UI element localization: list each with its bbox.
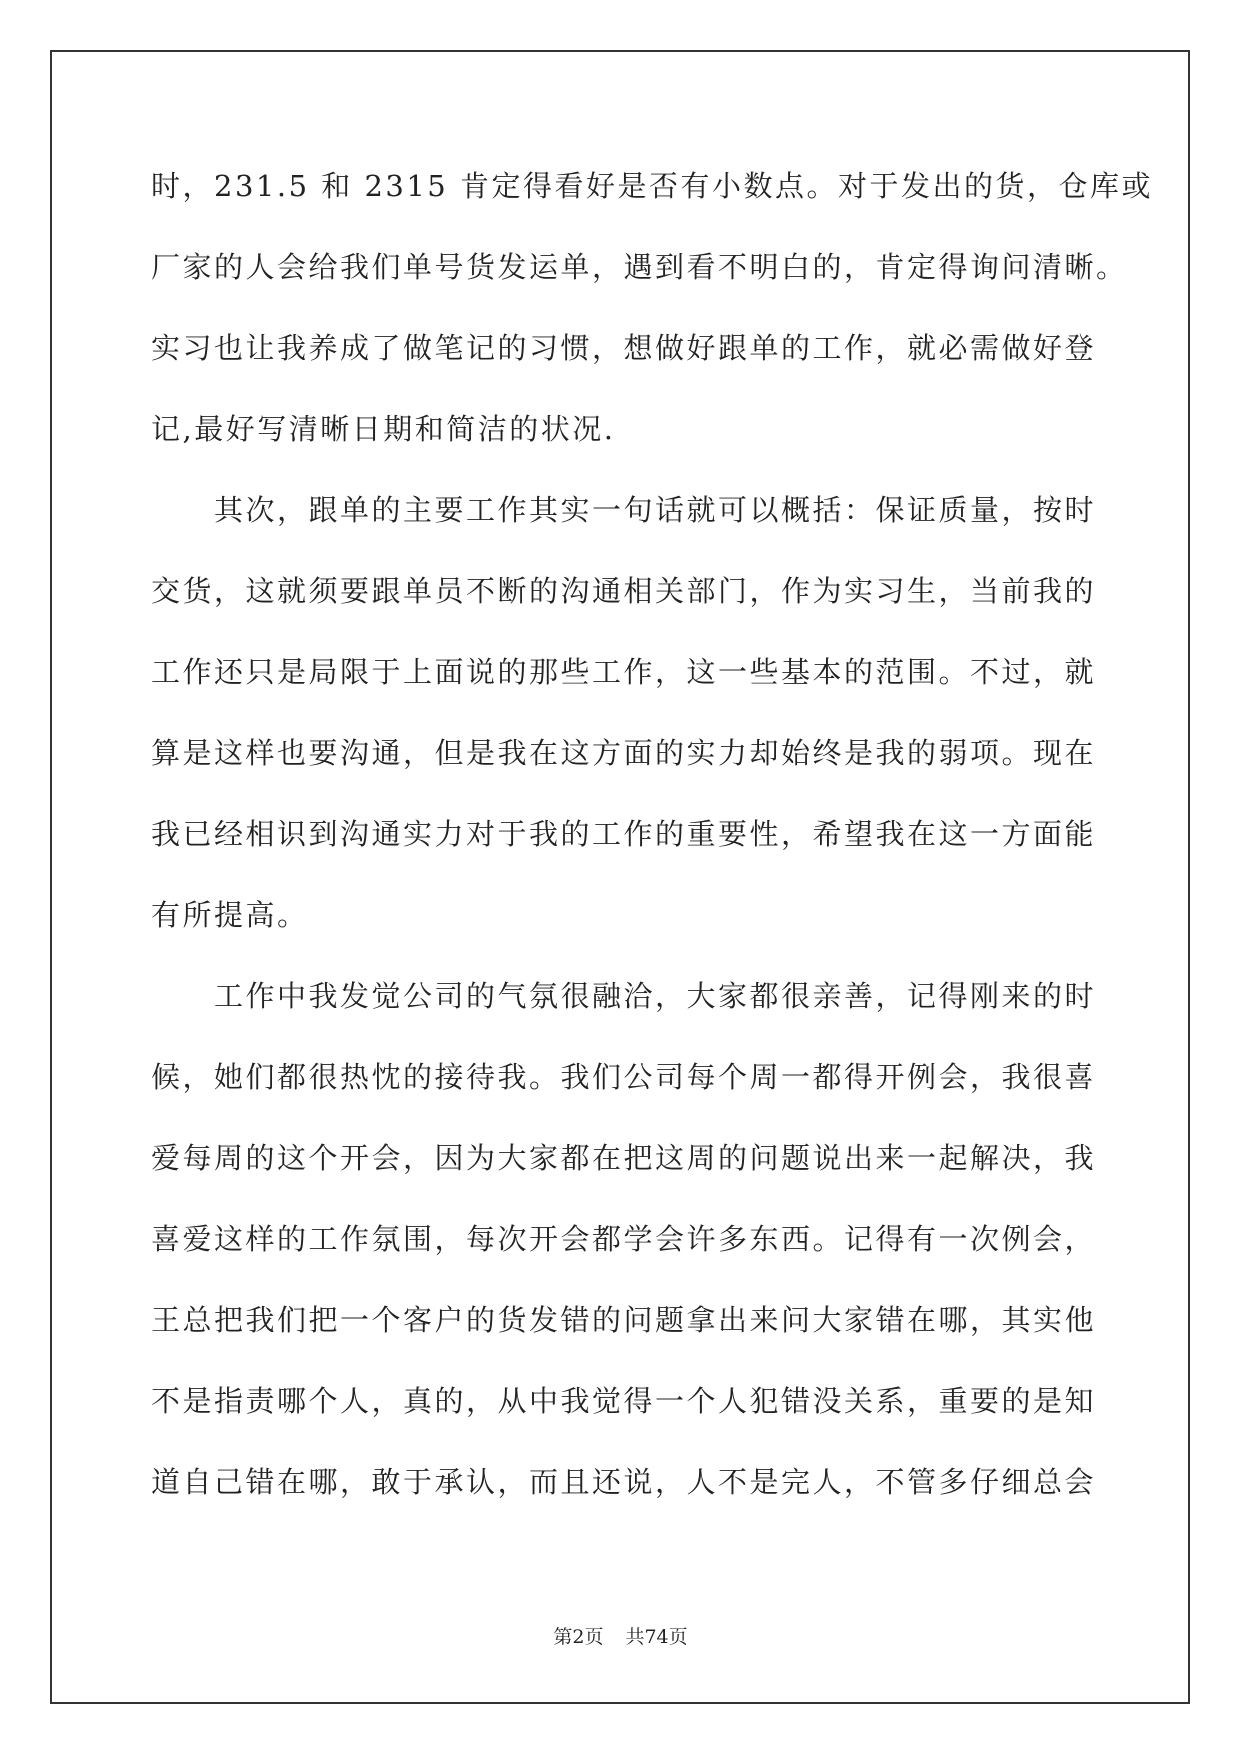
page-footer [0, 1622, 1241, 1649]
body-line: 记,最好写清晰日期和简洁的状况. [151, 412, 616, 446]
body-line: 候，她们都很热忱的接待我。我们公司每个周一都得开例会，我很喜 [151, 1060, 1097, 1094]
body-line: 爱每周的这个开会，因为大家都在把这周的问题说出来一起解决，我 [151, 1141, 1097, 1175]
body-line: 道自己错在哪，敢于承认，而且还说，人不是完人，不管多仔细总会 [151, 1465, 1097, 1499]
body-line: 我已经相识到沟通实力对于我的工作的重要性，希望我在这一方面能 [151, 817, 1097, 851]
body-line: 算是这样也要沟通，但是我在这方面的实力却始终是我的弱项。现在 [151, 736, 1097, 770]
body-line: 交货，这就须要跟单员不断的沟通相关部门，作为实习生，当前我的 [151, 574, 1097, 608]
body-line: 不是指责哪个人，真的，从中我觉得一个人犯错没关系，重要的是知 [151, 1384, 1097, 1418]
body-line: 时，231.5 和 2315 肯定得看好是否有小数点。对于发出的货，仓库或 [151, 169, 1153, 203]
paragraph-first-line: 其次，跟单的主要工作其实一句话就可以概括：保证质量，按时 [214, 493, 1097, 527]
body-line: 有所提高。 [151, 898, 309, 932]
paragraph-first-line: 工作中我发觉公司的气氛很融洽，大家都很亲善，记得刚来的时 [214, 979, 1097, 1013]
page-number: 第2页 [553, 1626, 604, 1648]
body-line: 喜爱这样的工作氛围，每次开会都学会许多东西。记得有一次例会， [151, 1222, 1097, 1256]
body-line: 工作还只是局限于上面说的那些工作，这一些基本的范围。不过，就 [151, 655, 1097, 689]
page-total: 共74页 [625, 1626, 688, 1648]
body-line: 实习也让我养成了做笔记的习惯，想做好跟单的工作，就必需做好登 [151, 331, 1097, 365]
body-line: 厂家的人会给我们单号货发运单，遇到看不明白的，肯定得询问清晰。 [151, 250, 1128, 284]
body-line: 王总把我们把一个客户的货发错的问题拿出来问大家错在哪，其实他 [151, 1303, 1097, 1337]
document-body [151, 161, 1153, 1538]
